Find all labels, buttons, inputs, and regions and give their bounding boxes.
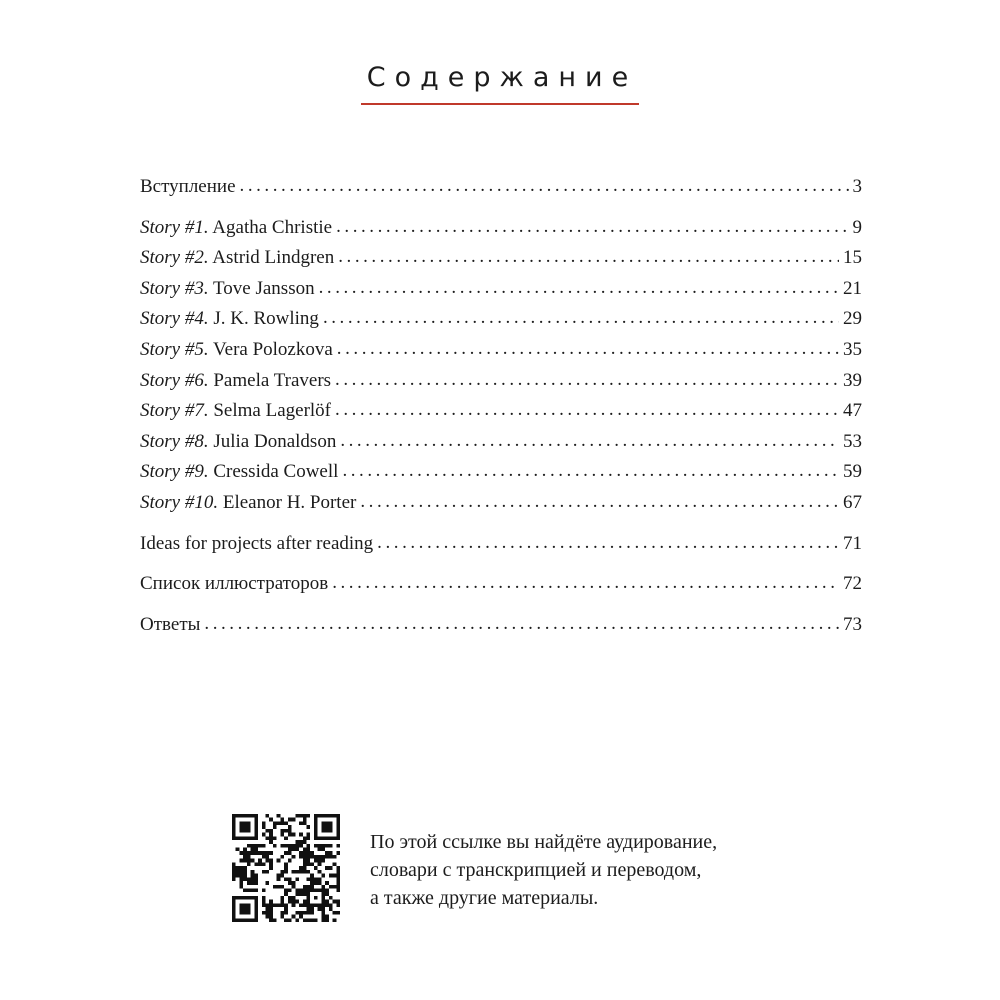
toc-entry[interactable] (140, 366, 862, 397)
toc-page-number: 59 (843, 461, 862, 483)
dot-leader (319, 273, 839, 304)
toc-entry[interactable] (140, 488, 862, 519)
toc-entry-label: Astrid Lindgren (208, 247, 335, 269)
dot-leader (342, 456, 839, 487)
toc-entry-label: Cressida Cowell (208, 461, 339, 483)
toc-entry[interactable] (140, 396, 862, 427)
toc-page-number: 53 (843, 430, 862, 452)
toc-entry-label: Agatha Christie (208, 216, 333, 238)
toc-story-number: Story #10. (140, 491, 219, 513)
toc-page-number: 67 (843, 491, 862, 513)
toc-story-number: Story #1. (140, 216, 209, 238)
toc-story-number: Story #3. (140, 277, 209, 299)
toc-entry-label: J. K. Rowling (208, 308, 319, 330)
toc-entry-title (140, 335, 333, 366)
toc-entry-title (140, 610, 200, 641)
toc-entry[interactable] (140, 529, 862, 560)
toc-entry-title (140, 366, 331, 397)
toc-page-number: 47 (843, 400, 862, 422)
dot-leader (323, 303, 839, 334)
qr-note-line-3: а также другие материалы. (370, 887, 599, 909)
dot-leader (336, 212, 848, 243)
toc-entry-title (140, 427, 336, 458)
dot-leader (340, 426, 839, 457)
toc-entry[interactable] (140, 427, 862, 458)
toc-entry[interactable] (140, 610, 862, 641)
toc-story-number: Story #2. (140, 247, 209, 269)
toc-entry[interactable] (140, 569, 862, 600)
toc-story-number: Story #5. (140, 338, 209, 360)
toc-entry-label: Pamela Travers (208, 369, 332, 391)
toc-entry-label: Ответы (140, 613, 201, 635)
qr-code-icon[interactable] (232, 814, 340, 922)
toc-entry-title (140, 569, 328, 600)
toc-entry-title (140, 213, 332, 244)
qr-note-line-1: По этой ссылке вы найдёте аудирование, (370, 831, 718, 853)
dot-leader (337, 334, 839, 365)
toc-page-number: 73 (843, 613, 862, 635)
toc-story-number: Story #9. (140, 461, 209, 483)
toc-entry[interactable] (140, 335, 862, 366)
qr-note-line-2: словари с транскрипцией и переводом, (370, 859, 702, 881)
dot-leader (240, 171, 849, 202)
toc-entry-title (140, 243, 334, 274)
toc-entry-title (140, 304, 319, 335)
toc-page-number: 35 (843, 338, 862, 360)
toc-entry[interactable] (140, 274, 862, 305)
toc-entry-title (140, 172, 236, 203)
toc-entry-label: Ideas for projects after reading (140, 532, 374, 554)
dot-leader (338, 242, 839, 273)
toc-story-number: Story #4. (140, 308, 209, 330)
toc-entry-label: Julia Donaldson (208, 430, 337, 452)
toc-page-number: 9 (852, 216, 862, 238)
toc-entry[interactable] (140, 172, 862, 203)
toc-entry-title (140, 396, 331, 427)
toc-story-number: Story #8. (140, 430, 209, 452)
toc-entry[interactable] (140, 457, 862, 488)
dot-leader (335, 395, 839, 426)
toc-entry-label: Вступление (140, 176, 236, 197)
toc-entry[interactable] (140, 213, 862, 244)
toc-page-number: 39 (843, 369, 862, 391)
toc-entry-title (140, 488, 356, 519)
toc-page-number: 3 (852, 176, 862, 197)
toc-entry-title (140, 274, 315, 305)
toc-story-number: Story #7. (140, 400, 209, 422)
dot-leader (204, 609, 839, 640)
toc-page-number: 21 (843, 277, 862, 299)
toc-page-number: 29 (843, 308, 862, 330)
title-wrap (0, 62, 1000, 105)
toc-page-number: 72 (843, 573, 862, 595)
page-title: Содержание (361, 62, 639, 105)
toc-entry-label: Vera Polozkova (208, 338, 333, 360)
dot-leader (360, 487, 839, 518)
toc-entry-title (140, 529, 373, 560)
dot-leader (377, 528, 839, 559)
table-of-contents (140, 172, 862, 640)
toc-story-number: Story #6. (140, 369, 209, 391)
qr-note (370, 828, 717, 912)
toc-entry-label: Список иллюстраторов (140, 573, 329, 595)
toc-entry-label: Tove Jansson (208, 277, 315, 299)
toc-page-number: 15 (843, 247, 862, 269)
toc-entry[interactable] (140, 243, 862, 274)
toc-entry-title (140, 457, 338, 488)
dot-leader (335, 365, 839, 396)
dot-leader (332, 568, 839, 599)
toc-entry[interactable] (140, 304, 862, 335)
toc-entry-label: Selma Lagerlöf (208, 400, 332, 422)
toc-entry-label: Eleanor H. Porter (218, 491, 357, 513)
toc-page-number: 71 (843, 532, 862, 554)
